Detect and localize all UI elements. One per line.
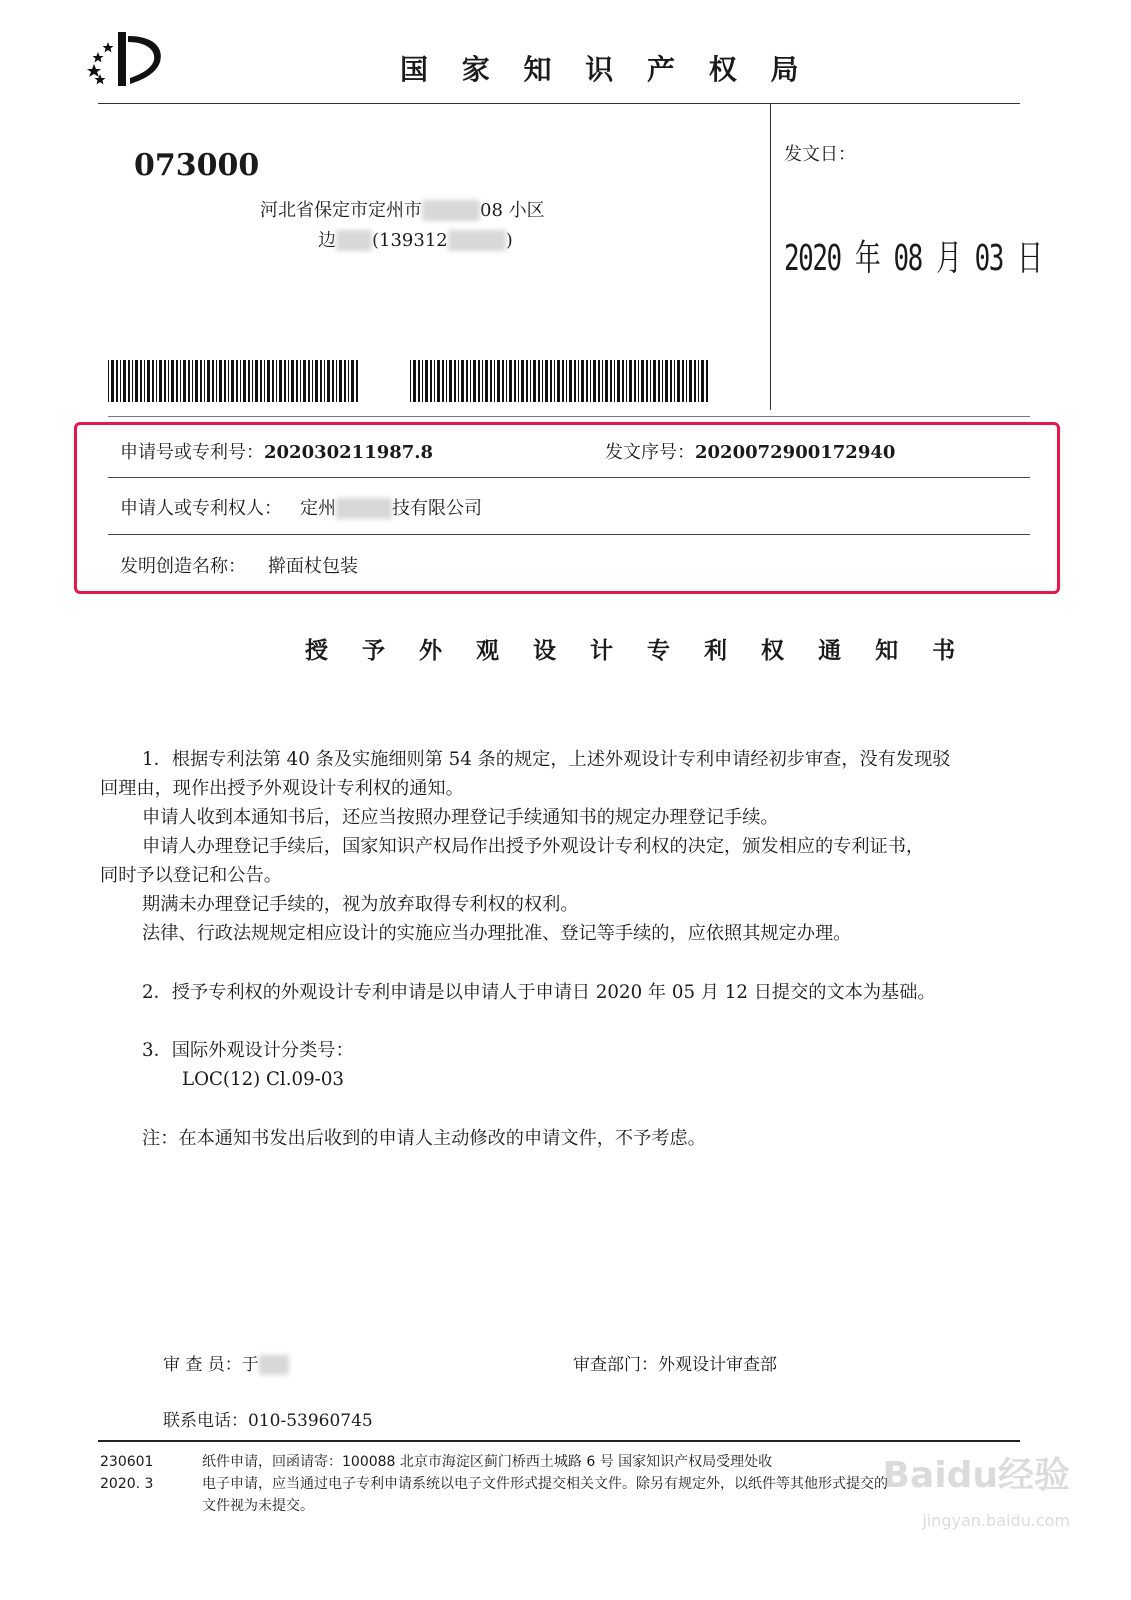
barcode-bar	[437, 360, 440, 402]
barcode-bar	[207, 360, 210, 402]
barcode-bar	[521, 360, 524, 402]
serial-number-label: 发文序号：	[605, 442, 695, 463]
barcode-bar	[430, 360, 432, 402]
barcode-bar	[485, 360, 488, 402]
application-number-row	[120, 438, 433, 464]
serial-number-row	[605, 438, 895, 464]
barcode-bar	[490, 360, 492, 402]
address-line-1-prefix: 河北省保定市定州市	[260, 200, 422, 221]
application-number-label: 申请号或专利号：	[120, 442, 264, 463]
barcode-bar	[231, 360, 234, 402]
barcode-bar	[212, 360, 214, 402]
barcode-bar	[677, 360, 680, 402]
barcode-divider	[108, 416, 1030, 417]
recipient-phone-prefix: (139312	[372, 230, 448, 251]
paragraph-1-line-1: 1．根据专利法第 40 条及实施细则第 54 条的规定，上述外观设计专利申请经初步审查，没有发现驳	[142, 749, 951, 770]
barcode-bar	[296, 360, 298, 402]
footer-divider	[98, 1440, 1020, 1442]
barcode-bar	[188, 360, 190, 402]
barcode-bar	[324, 360, 325, 402]
design-name-row	[120, 552, 358, 578]
barcode-bar	[617, 360, 620, 402]
paragraph-1-line-7: 法律、行政法规规定相应设计的实施应当办理批准、登记等手续的，应依照其规定办理。	[142, 923, 852, 944]
barcode-bar	[332, 360, 334, 402]
barcode-bar	[216, 360, 217, 402]
barcode-bar	[168, 360, 169, 402]
barcode-bar	[116, 360, 118, 402]
barcode-bar	[224, 360, 226, 402]
barcode-bar	[610, 360, 612, 402]
barcode-bar	[518, 360, 519, 402]
barcode-bar	[240, 360, 241, 402]
barcode-bar	[446, 360, 447, 402]
barcode-bar	[574, 360, 576, 402]
barcode-bar	[135, 360, 138, 402]
notice-title: 授 予 外 观 设 计 专 利 权 通 知 书	[305, 638, 969, 664]
paragraph-3-label: 3．国际外观设计分类号：	[142, 1040, 354, 1061]
date-column-divider	[770, 104, 771, 410]
barcode-bar	[646, 360, 648, 402]
barcode-bar	[598, 360, 600, 402]
barcode-bar	[156, 360, 157, 402]
barcode-bar	[236, 360, 238, 402]
barcode-bar	[339, 360, 342, 402]
barcode-bar	[442, 360, 444, 402]
barcode-bar	[288, 360, 289, 402]
recipient-name-prefix: 边	[318, 230, 336, 251]
footer-line-1: 纸件申请，回函请寄：100088 北京市海淀区蓟门桥西土城路 6 号 国家知识产权局受理处收	[202, 1454, 773, 1470]
barcode-bar	[674, 360, 675, 402]
barcode-bar	[434, 360, 435, 402]
paragraph-2: 2．授予专利权的外观设计专利申请是以申请人于申请日 2020 年 05 月 12 日提交的文本为基础。	[142, 982, 936, 1003]
barcode-bar	[315, 360, 318, 402]
barcode-bar	[578, 360, 579, 402]
address-line-2	[318, 226, 513, 252]
barcode-bar	[144, 360, 145, 402]
barcode-bar	[634, 360, 636, 402]
applicant-name-suffix: 技有限公司	[392, 498, 482, 519]
paragraph-1-line-2: 回理由，现作出授予外观设计专利权的通知。	[100, 778, 464, 799]
examiner-row	[163, 1350, 289, 1375]
barcode-bar	[554, 360, 555, 402]
barcode-bar	[466, 360, 468, 402]
barcode-bar	[171, 360, 174, 402]
barcode-bar	[140, 360, 142, 402]
barcode-bar	[626, 360, 627, 402]
barcode-bar	[111, 360, 114, 402]
barcode-bar	[200, 360, 202, 402]
paragraph-1-line-3: 申请人收到本通知书后，还应当按照办理登记手续通知书的规定办理登记手续。	[142, 807, 779, 828]
barcode-bar	[497, 360, 500, 402]
barcode-bar	[413, 360, 416, 402]
barcode-bar	[494, 360, 495, 402]
barcode-bar	[562, 360, 564, 402]
barcode-bar	[701, 360, 704, 402]
barcode-bar	[586, 360, 588, 402]
form-code: 230601	[100, 1454, 154, 1470]
barcode-bar	[351, 360, 354, 402]
barcode-bar	[665, 360, 668, 402]
applicant-name-prefix: 定州	[300, 498, 336, 519]
recipient-phone-suffix: )	[505, 230, 513, 251]
barcode-bar	[192, 360, 193, 402]
barcode-bar	[183, 360, 186, 402]
barcode-bar	[264, 360, 265, 402]
barcode-bar	[514, 360, 516, 402]
application-number: 202030211987.8	[264, 442, 434, 463]
barcode-bar	[614, 360, 615, 402]
barcode-bar	[641, 360, 644, 402]
barcode-bar	[336, 360, 337, 402]
paragraph-1-line-4: 申请人办理登记手续后，国家知识产权局作出授予外观设计专利权的决定，颁发相应的专利证书，	[142, 836, 925, 857]
barcode-bar	[255, 360, 258, 402]
barcode-bar	[344, 360, 346, 402]
barcode-bar	[291, 360, 294, 402]
barcode-bar	[308, 360, 310, 402]
barcode-bar	[348, 360, 349, 402]
barcode-bar	[502, 360, 504, 402]
barcode-bar	[449, 360, 452, 402]
cnipa-logo-icon	[84, 28, 166, 90]
barcode-bar	[670, 360, 672, 402]
barcode-right	[410, 360, 712, 402]
watermark-brand: Baidu经验	[882, 1455, 1070, 1496]
barcode-bar	[706, 360, 708, 402]
barcode-bar	[538, 360, 540, 402]
barcode-bar	[605, 360, 608, 402]
footer-line-3: 文件视为未提交。	[202, 1498, 314, 1514]
address-line-1-suffix: 08 小区	[480, 200, 545, 221]
barcode-bar	[694, 360, 696, 402]
barcode-bar	[650, 360, 651, 402]
office-name: 国 家 知 识 产 权 局	[400, 53, 811, 86]
watermark-url: jingyan.baidu.com	[922, 1511, 1070, 1530]
examination-department: 审查部门：外观设计审查部	[573, 1355, 777, 1375]
barcode-bar	[252, 360, 253, 402]
barcode-bar	[272, 360, 274, 402]
barcode-bar	[228, 360, 229, 402]
barcode-bar	[482, 360, 483, 402]
barcode-bar	[243, 360, 246, 402]
info-divider-1	[108, 477, 1030, 478]
barcode-bar	[248, 360, 250, 402]
barcode-bar	[123, 360, 126, 402]
barcode-bar	[267, 360, 270, 402]
design-name: 擀面杖包装	[268, 556, 358, 577]
barcode-bar	[454, 360, 456, 402]
barcode-bar	[320, 360, 322, 402]
examiner-label: 审 查 员：于	[163, 1355, 259, 1375]
barcode-bar	[147, 360, 150, 402]
barcode-bar	[542, 360, 543, 402]
barcode-bar	[180, 360, 181, 402]
redacted-block	[448, 230, 506, 251]
barcode-bar	[132, 360, 133, 402]
serial-number: 2020072900172940	[695, 442, 896, 463]
classification-code: LOC(12) Cl.09-03	[182, 1069, 344, 1090]
barcode-bar	[658, 360, 660, 402]
redacted-block	[422, 200, 480, 221]
paragraph-1-line-5: 同时予以登记和公告。	[100, 865, 282, 886]
barcode-bar	[533, 360, 536, 402]
design-name-label: 发明创造名称：	[120, 556, 246, 577]
redacted-block	[336, 498, 392, 519]
barcode-bar	[526, 360, 528, 402]
barcode-bar	[204, 360, 205, 402]
barcode-bar	[478, 360, 480, 402]
barcode-bar	[581, 360, 584, 402]
barcode-bar	[602, 360, 603, 402]
applicant-label: 申请人或专利权人：	[120, 498, 282, 519]
barcode-bar	[260, 360, 262, 402]
barcode-bar	[530, 360, 531, 402]
barcode-bar	[284, 360, 286, 402]
barcode-bar	[410, 360, 411, 402]
barcode-bar	[312, 360, 313, 402]
barcode-bar	[108, 360, 109, 402]
barcode-bar	[629, 360, 632, 402]
barcode-bar	[545, 360, 548, 402]
redacted-block	[336, 230, 372, 251]
barcode-bar	[159, 360, 162, 402]
dispatch-date-label: 发文日：	[784, 144, 856, 165]
barcode-bar	[470, 360, 471, 402]
barcode-bar	[569, 360, 572, 402]
barcode-bar	[689, 360, 692, 402]
barcode-bar	[279, 360, 282, 402]
barcode-bar	[176, 360, 178, 402]
barcode-bar	[418, 360, 420, 402]
barcode-bar	[590, 360, 591, 402]
barcode-bar	[461, 360, 464, 402]
barcode-bar	[458, 360, 459, 402]
redacted-block	[259, 1355, 289, 1375]
barcode-bar	[566, 360, 567, 402]
barcode-bar	[653, 360, 656, 402]
barcode-bar	[120, 360, 121, 402]
barcode-bar	[509, 360, 512, 402]
barcode-bar	[152, 360, 154, 402]
baidu-watermark	[840, 1455, 1070, 1545]
paragraph-1-line-6: 期满未办理登记手续的，视为放弃取得专利权的权利。	[142, 894, 579, 915]
barcode-bar	[557, 360, 560, 402]
info-divider-2	[108, 534, 1030, 535]
postcode: 073000	[134, 148, 260, 183]
applicant-row	[120, 494, 482, 520]
barcode-bar	[662, 360, 663, 402]
barcode-bar	[128, 360, 130, 402]
barcode-bar	[682, 360, 684, 402]
barcode-bar	[622, 360, 624, 402]
header-divider	[98, 103, 1020, 104]
barcode-bar	[593, 360, 596, 402]
barcode-bar	[473, 360, 476, 402]
barcode-bar	[686, 360, 687, 402]
barcode-bar	[276, 360, 277, 402]
address-line-1	[260, 196, 545, 222]
form-version: 2020. 3	[100, 1476, 154, 1492]
barcode-bar	[300, 360, 301, 402]
barcode-bar	[698, 360, 699, 402]
barcode-bar	[219, 360, 222, 402]
barcode-bar	[422, 360, 423, 402]
barcode-bar	[506, 360, 507, 402]
barcode-bar	[327, 360, 330, 402]
notice-note: 注：在本通知书发出后收到的申请人主动修改的申请文件，不予考虑。	[142, 1128, 706, 1149]
barcode-bar	[356, 360, 358, 402]
contact-phone: 联系电话：010-53960745	[163, 1411, 373, 1431]
footer-line-2: 电子申请，应当通过电子专利申请系统以电子文件形式提交相关文件。除另有规定外，以纸件等其他形式提交的	[202, 1476, 888, 1492]
dispatch-date: 2020 年 08 月 03 日	[784, 238, 1042, 279]
barcode-bar	[164, 360, 166, 402]
barcode-bar	[303, 360, 306, 402]
barcode-left	[108, 360, 360, 402]
barcode-bar	[638, 360, 639, 402]
barcode-bar	[550, 360, 552, 402]
barcode-bar	[195, 360, 198, 402]
barcode-bar	[425, 360, 428, 402]
